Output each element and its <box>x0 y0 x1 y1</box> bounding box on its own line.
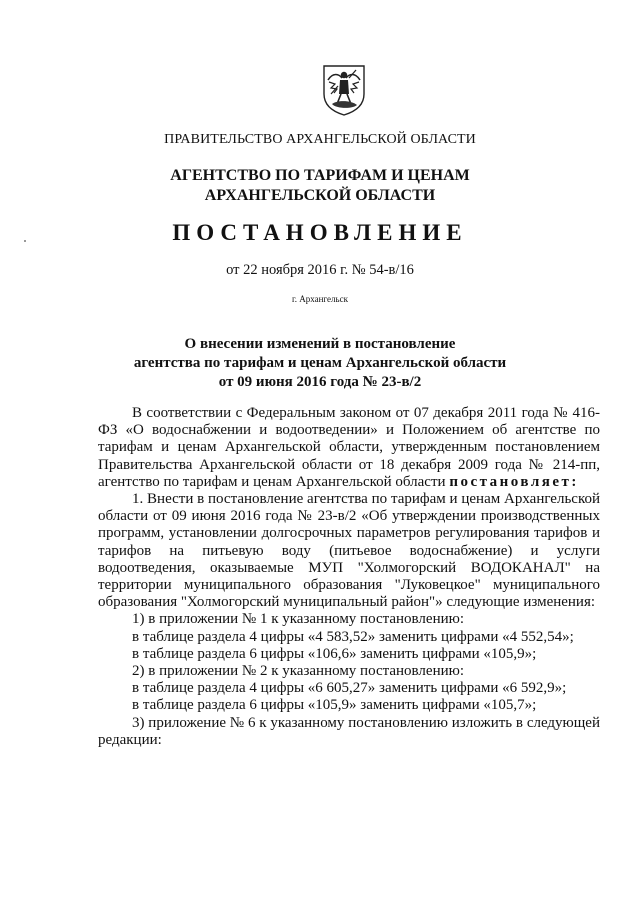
date-number: от 22 ноября 2016 г. № 54-в/16 <box>226 262 414 278</box>
subitem-2a: в таблице раздела 4 цифры «6 605,27» заменить цифрами «6 592,9»; <box>132 680 567 697</box>
subitem-3: 3) приложение № 6 к указанному постановлению изложить в следующей редакции: <box>98 714 600 748</box>
preamble-text: В соответствии с Федеральным законом от 07 декабря 2011 года № 416-ФЗ «О водоснабжении и водоотведении» и Положением об агентстве по тарифам и ценам Архангельской области, утвержденным постановлением Правительства Архангельской области от 18 декабря 2009 года № 214-пп, агентство по тарифам и ценам Архангельской области <box>98 405 600 490</box>
agency-title <box>0 166 640 206</box>
item-1: 1. Внести в постановление агентства по тарифам и ценам Архангельской области от 09 июня 2016 года № 23-в/2 «Об утверждении производственных программ, установлении долгосрочных параметров регулирования тарифов и тарифов на питьевую воду (питьевое водоснабжение) и услуги водоотведения, оказываемые МУП "Холмогорский ВОДОКАНАЛ" на территории муниципального образования "Луковецкое" муниципального образования "Холмогорский муниципальный район"» следующие изменения: <box>98 491 600 611</box>
decree-word: постановляет: <box>449 473 579 490</box>
city: г. Архангельск <box>292 294 348 304</box>
subject-line2: агентства по тарифам и ценам Архангельской области <box>133 355 507 371</box>
document-subject <box>0 335 640 392</box>
coat-of-arms-icon <box>321 64 367 116</box>
agency-title-line2: АРХАНГЕЛЬСКОЙ ОБЛАСТИ <box>204 187 436 204</box>
document-body <box>98 405 600 749</box>
subitem-1b: в таблице раздела 6 цифры «106,6» заменить цифрами «105,9»; <box>132 645 537 662</box>
subitem-2: 2) в приложении № 2 к указанному постановлению: <box>132 663 464 680</box>
subject-line3: от 09 июня 2016 года № 23-в/2 <box>218 374 422 390</box>
agency-title-line1: АГЕНТСТВО ПО ТАРИФАМ И ЦЕНАМ <box>170 167 470 184</box>
document-type: ПОСТАНОВЛЕНИЕ <box>172 220 468 245</box>
subitem-1a: в таблице раздела 4 цифры «4 583,52» заменить цифрами «4 552,54»; <box>132 628 574 645</box>
subitem-1: 1) в приложении № 1 к указанному постановлению: <box>132 611 464 628</box>
government-title: ПРАВИТЕЛЬСТВО АРХАНГЕЛЬСКОЙ ОБЛАСТИ <box>164 132 476 147</box>
subject-line1: О внесении изменений в постановление <box>184 336 456 352</box>
preamble-paragraph <box>98 405 600 491</box>
subitem-2b: в таблице раздела 6 цифры «105,9» заменить цифрами «105,7»; <box>132 697 537 714</box>
